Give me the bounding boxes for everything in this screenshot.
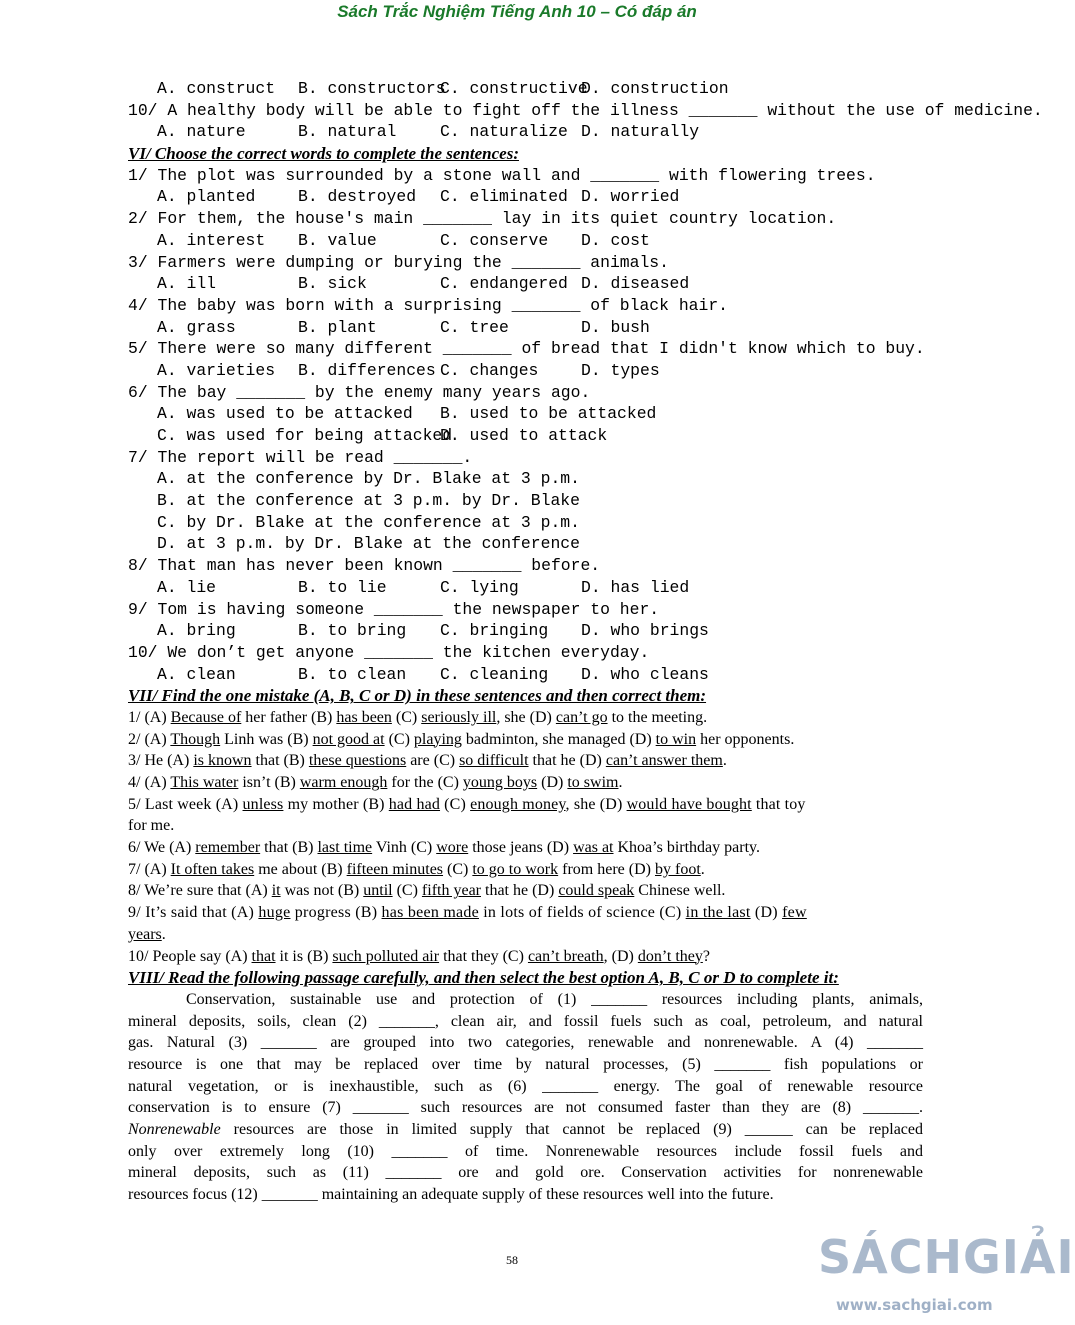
sentence-text: . [722,752,727,770]
question-text: 4/ The baby was born with a surprising _______ of black hair. [128,295,728,315]
passage-text: mineral deposits, soils, clean (2) _______, clean air, and fossil fuels such as coal, petroleum, and natural [128,1012,923,1030]
option-a: A. construct [157,79,276,98]
sentence-text: Vinh (C) [372,839,437,857]
sentence-s3 [128,750,923,772]
underlined-option: enough money [470,795,566,813]
underlined-option: wore [436,839,469,857]
option-a: A. nature [157,122,246,142]
option-c: C. constructive [440,79,588,98]
sentence-continuation [128,924,923,946]
sentence-s6 [128,837,923,859]
section-title-vii: VII/ Find the one mistake (A, B, C or D) in these sentences and then correct them: [128,686,707,706]
underlined-option: is known [193,752,252,770]
options-row [128,425,923,447]
passage-text: only over extremely long (10) _______ of time. Nonrenewable resources include fossil fuels and [128,1142,923,1160]
option-d: D. at 3 p.m. by Dr. Blake at the conference [157,534,580,554]
sentence-text: 5/ Last week (A) [128,795,243,813]
sentence-text: was not (B) [280,882,364,900]
options-row [128,121,923,143]
option-a: A. at the conference by Dr. Blake at 3 p.m. [157,469,580,489]
option-c: C. eliminated [440,187,568,207]
sentence-text: for the (C) [387,774,463,791]
underlined-option: don’t they [637,947,703,965]
passage-text: resources are those in limited supply that cannot be replaced (9) ______ can be replaced [233,1121,923,1138]
underlined-option: has been made [381,904,479,922]
underlined-option: would have bought [626,795,752,813]
sentence-text: 6/ We (A) [128,839,196,857]
passage-line [128,1054,923,1076]
sentence-text: ? [702,947,710,965]
sentence-text: it is (B) [275,947,333,965]
options-row [128,230,923,252]
option-c: C. endangered [440,274,568,294]
underlined-option: to win [655,730,697,748]
option-b: B. natural [298,122,397,142]
sentence-text: that he (D) [528,752,606,770]
option-d: D. construction [581,79,729,98]
option-c: C. naturalize [440,122,568,142]
option-d: D. types [581,360,660,380]
sentence-s2 [128,729,923,751]
option-d: D. used to attack [440,426,608,445]
sentence-text: me about (B) [254,860,347,878]
sentence-text: that (B) [251,752,309,770]
underlined-option: had had [388,795,441,813]
passage-text: resources focus (12) _______ maintaining an adequate supply of these resources well into the future. [128,1186,774,1204]
underlined-option: in the last [685,904,751,922]
sentence-s1 [128,707,923,729]
question-text: 1/ The plot was surrounded by a stone wall and _______ with flowering trees. [128,165,876,185]
sentence-text: (C) [440,795,471,813]
underlined-option: remember [195,839,261,857]
sentence-text: (C) [443,860,473,878]
option-a: A. lie [157,577,217,597]
options-row [128,273,923,295]
underlined-option: Because of [170,708,242,726]
question-text: 6/ The bay _______ by the enemy many years ago. [128,382,591,402]
sentence-continuation: for me. [128,817,175,835]
question-text: 2/ For them, the house's main _______ lay in its quiet country location. [128,209,837,229]
sentence-text: my mother (B) [283,795,389,813]
sentence-text: , (D) [603,947,638,965]
option-d: D. worried [581,187,680,207]
underlined-option: It often takes [170,860,255,878]
underlined-option: that [251,947,276,965]
question-text: 5/ There were so many different _______ of bread that I didn't know which to buy. [128,339,925,359]
sentence-text: Khoa’s birthday party. [613,839,760,857]
option-d: D. diseased [581,274,690,294]
sentence-text: progress (B) [290,904,382,922]
options-row [128,620,923,642]
option-b: B. to clean [298,664,407,684]
section-vii [128,707,923,967]
sentence-s7 [128,859,923,881]
option-b: B. at the conference at 3 p.m. by Dr. Blake [157,491,580,511]
option-d: D. bush [581,317,650,337]
option-c: C. tree [440,317,509,337]
sentence-text: that toy [751,795,806,813]
sentence-text: (D) [750,904,783,922]
option-b: B. value [298,230,377,250]
underlined-option: not good at [312,730,385,748]
sentence-text: Linh was (B) [220,730,313,748]
underlined-option: Though [170,730,221,748]
sentence-s8 [128,880,923,902]
page-header: Sách Trắc Nghiệm Tiếng Anh 10 – Có đáp án [337,2,697,21]
underlined-option: was at [573,839,614,857]
option-a: A. bring [157,621,236,641]
options-row [128,78,923,100]
sentence-text: are (C) [406,752,460,770]
underlined-option: can’t go [555,708,608,726]
option-b: B. used to be attacked [440,404,657,424]
underlined-option: young boys [462,774,538,791]
section-title-vi: VI/ Choose the correct words to complete the sentences: [128,144,519,164]
sentence-text: 8/ We’re sure that (A) [128,882,272,900]
section-vi [128,165,923,686]
underlined-option: seriously ill [421,708,497,726]
sentence-text: from here (D) [558,860,655,878]
underlined-option: so difficult [459,752,529,770]
passage-line [128,1184,923,1206]
options-row [128,403,923,425]
sentence-text: in lots of fields of science (C) [478,904,686,922]
options-row [128,360,923,382]
passage-line [128,1097,923,1119]
question-text: 7/ The report will be read _______. [128,447,473,467]
passage-text: gas. Natural (3) _______ are grouped into two categories, renewable and nonrenewable. A (4) _______ [128,1034,923,1052]
sentence-text: (C) [392,882,422,900]
option-c: C. lying [440,577,519,597]
option-c: C. by Dr. Blake at the conference at 3 p.m. [157,512,580,532]
option-c: C. cleaning [440,664,549,684]
sentence-text: that he (D) [481,882,559,900]
sentence-text: isn’t (B) [238,774,300,791]
passage-line [128,1162,923,1184]
passage-text: conservation is to ensure (7) _______ such resources are not consumed faster than they are (8) _______. [128,1099,923,1117]
logo-text: SÁCHGIẢI [818,1230,1075,1284]
sentence-text: her opponents. [696,730,795,748]
underlined-option: fifteen minutes [346,860,444,878]
question-text: 9/ Tom is having someone _______ the newspaper to her. [128,599,660,619]
passage-text: natural vegetation, or is inexhaustible, such as (6) _______ energy. The goal of renewable resource [128,1077,923,1095]
sentence-s10 [128,946,923,968]
sentence-text: . [618,774,623,791]
option-a: A. planted [157,187,256,207]
options-row [128,317,923,339]
underlined-option: it [271,882,281,900]
underlined-option: years [128,925,162,943]
underlined-option: few [782,904,807,922]
sentence-text: . [700,860,705,878]
option-b: B. sick [298,274,367,294]
question-text: 8/ That man has never been known _______ before. [128,556,601,576]
italic-term: Nonrenewable [128,1121,221,1138]
sentence-text: , she (D) [565,795,627,813]
question-text: 10/ A healthy body will be able to fight off the illness _______ without the use of medicine. [128,100,1043,120]
underlined-option: has been [336,708,392,726]
option-c: C. was used for being attacked [157,426,453,445]
sentence-text: those jeans (D) [468,839,574,857]
sentence-text: that they (C) [439,947,528,965]
sentence-text: 2/ (A) [128,730,171,748]
sentence-text: 7/ (A) [128,860,171,878]
option-a: A. ill [157,274,217,294]
options-row [128,186,923,208]
underlined-option: such polluted air [332,947,440,965]
sentence-text: . [161,925,166,943]
option-c: C. conserve [440,230,549,250]
passage-line [128,1032,923,1054]
passage-line [128,1119,923,1141]
option-b: B. to bring [298,621,407,641]
option-c: C. changes [440,360,539,380]
sentence-text: , she (D) [496,708,556,726]
option-b: B. plant [298,317,377,337]
option-a: A. clean [157,664,236,684]
underlined-option: unless [242,795,284,813]
sentence-text: 1/ (A) [128,708,171,726]
sentence-s9 [128,902,923,924]
underlined-option: last time [317,839,373,857]
underlined-option: warm enough [299,774,388,791]
underlined-option: This water [170,774,239,791]
option-a: A. varieties [157,360,276,380]
sentence-text: to the meeting. [607,708,708,726]
option-a: A. was used to be attacked [157,404,413,424]
sentence-text: 4/ (A) [128,774,171,791]
underlined-option: by foot [654,860,701,878]
sentence-text: 3/ He (A) [128,752,194,770]
page-number: 58 [506,1253,518,1267]
watermark-url: www.sachgiai.com [836,1296,993,1314]
underlined-option: can’t breath [527,947,604,965]
options-row [128,577,923,599]
section-title-viii: VIII/ Read the following passage carefully, and then select the best option A, B, C or D to complete it: [128,968,839,988]
passage-line [128,1141,923,1163]
underlined-option: to swim [567,774,619,791]
sentence-text: (C) [391,708,422,726]
passage-line [128,1011,923,1033]
option-b: B. constructors [298,79,446,98]
sentence-text: (D) [537,774,568,791]
passage-line [128,989,923,1011]
sentence-text: 10/ People say (A) [128,947,252,965]
sentence-s5 [128,794,923,816]
underlined-option: can’t answer them [605,752,723,770]
passage [128,989,923,1206]
option-d: D. who brings [581,621,709,641]
option-a: A. grass [157,317,236,337]
underlined-option: playing [413,730,462,748]
sentence-text: her father (B) [241,708,337,726]
sentence-text: Chinese well. [634,882,726,900]
sentence-s4 [128,772,923,794]
underlined-option: until [363,882,393,900]
option-d: D. naturally [581,122,700,142]
sentence-text: (C) [384,730,414,748]
watermark-logo [818,1228,1075,1288]
option-d: D. who cleans [581,664,709,684]
passage-line [128,1076,923,1098]
underlined-option: to go to work [472,860,559,878]
option-b: B. to lie [298,577,387,597]
options-row [128,664,923,686]
question-text: 3/ Farmers were dumping or burying the _______ animals. [128,252,669,272]
sentence-text: that (B) [260,839,318,857]
option-c: C. bringing [440,621,549,641]
option-d: D. cost [581,230,650,250]
underlined-option: huge [258,904,291,922]
passage-text: Conservation, sustainable use and protection of (1) _______ resources including plants, animals, [186,990,923,1008]
underlined-option: could speak [558,882,635,900]
passage-text: resource is one that may be replaced over time by natural processes, (5) _______ fish populations or [128,1055,923,1073]
passage-text: mineral deposits, such as (11) _______ ore and gold ore. Conservation activities for nonrenewable [128,1164,923,1182]
sentence-text: badminton, she managed (D) [461,730,656,748]
option-b: B. destroyed [298,187,417,207]
sentence-text: 9/ It’s said that (A) [128,904,259,922]
underlined-option: these questions [308,752,407,770]
question-text: 10/ We don’t get anyone _______ the kitchen everyday. [128,642,650,662]
option-d: D. has lied [581,577,690,597]
option-a: A. interest [157,230,266,250]
underlined-option: fifth year [421,882,481,900]
option-b: B. differences [298,360,436,380]
